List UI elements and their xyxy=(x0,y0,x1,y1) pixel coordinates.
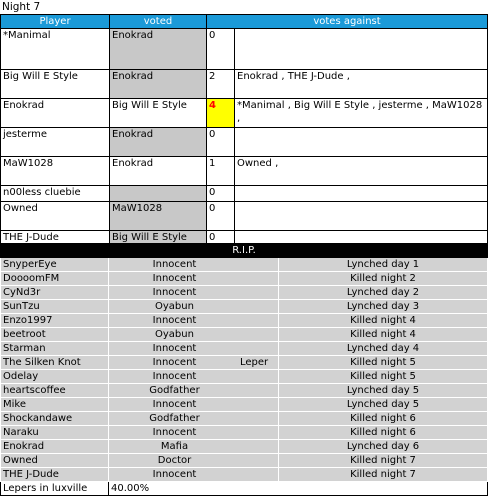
rip-fate: Killed night 6 xyxy=(279,412,488,426)
vote-target: Enokrad xyxy=(110,70,207,99)
vote-target: MaW1028 xyxy=(110,202,207,231)
votes-against-list xyxy=(235,128,488,157)
rip-player-name: Owned xyxy=(1,454,109,468)
rip-player-name: Starman xyxy=(1,342,109,356)
rip-role: Oyabun xyxy=(109,300,279,314)
rip-note: Leper xyxy=(240,357,269,368)
vote-row xyxy=(1,186,488,202)
rip-row xyxy=(1,468,488,482)
rip-role: Innocent xyxy=(152,357,197,368)
rip-fate: Lynched day 3 xyxy=(279,300,488,314)
page-title: Night 7 xyxy=(2,1,41,13)
vote-target: Enokrad xyxy=(110,157,207,186)
vote-count: 0 xyxy=(207,231,235,247)
rip-row xyxy=(1,384,488,398)
rip-fate: Killed night 4 xyxy=(279,314,488,328)
header-voted: voted xyxy=(110,15,207,29)
rip-fate: Killed night 4 xyxy=(279,328,488,342)
rip-fate: Killed night 7 xyxy=(279,468,488,482)
vote-row xyxy=(1,128,488,157)
votes-against-list: Enokrad , THE J-Dude , xyxy=(235,70,488,99)
rip-fate: Lynched day 6 xyxy=(279,440,488,454)
vote-target: Big Will E Style xyxy=(110,99,207,128)
vote-row xyxy=(1,99,488,128)
votes-against-list: *Manimal , Big Will E Style , jesterme , MaW1028 , xyxy=(235,99,488,128)
rip-row xyxy=(1,258,488,272)
rip-player-name: THE J-Dude xyxy=(1,468,109,482)
rip-row xyxy=(1,342,488,356)
rip-role: Innocent xyxy=(109,272,279,286)
rip-player-name: Shockandawe xyxy=(1,412,109,426)
vote-row xyxy=(1,70,488,99)
lepers-percentage: 40.00% xyxy=(109,482,488,496)
rip-player-name: heartscoffee xyxy=(1,384,109,398)
vote-player-name: *Manimal xyxy=(1,29,110,70)
rip-player-name: The Silken Knot xyxy=(1,356,109,370)
rip-header: R.I.P. xyxy=(1,244,488,258)
rip-player-name: Enzo1997 xyxy=(1,314,109,328)
rip-row xyxy=(1,300,488,314)
vote-count: 1 xyxy=(207,157,235,186)
rip-player-name: DoooomFM xyxy=(1,272,109,286)
vote-row xyxy=(1,157,488,186)
rip-role: Godfather xyxy=(109,384,279,398)
rip-role: Doctor xyxy=(109,454,279,468)
rip-player-name: SnyperEye xyxy=(1,258,109,272)
vote-player-name: MaW1028 xyxy=(1,157,110,186)
rip-role: Innocent xyxy=(109,314,279,328)
vote-row xyxy=(1,29,488,70)
rip-role: Innocent xyxy=(109,286,279,300)
rip-role: Innocent xyxy=(109,342,279,356)
vote-count: 0 xyxy=(207,202,235,231)
vote-count: 2 xyxy=(207,70,235,99)
votes-against-list: Owned , xyxy=(235,157,488,186)
rip-role: Mafia xyxy=(109,440,279,454)
rip-fate: Lynched day 2 xyxy=(279,286,488,300)
rip-role: Innocent xyxy=(109,426,279,440)
vote-target: Enokrad xyxy=(110,128,207,157)
rip-header-row xyxy=(1,244,488,258)
vote-count: 0 xyxy=(207,186,235,202)
rip-row xyxy=(1,286,488,300)
vote-player-name: Owned xyxy=(1,202,110,231)
rip-role: Oyabun xyxy=(109,328,279,342)
rip-fate: Killed night 5 xyxy=(279,356,488,370)
vote-player-name: n00less cluebie xyxy=(1,186,110,202)
vote-target xyxy=(110,186,207,202)
votes-against-list xyxy=(235,202,488,231)
vote-player-name: THE J-Dude xyxy=(1,231,110,247)
rip-fate: Lynched day 5 xyxy=(279,384,488,398)
rip-role: Godfather xyxy=(109,412,279,426)
rip-row xyxy=(1,356,488,370)
vote-player-name: Enokrad xyxy=(1,99,110,128)
vote-target: Enokrad xyxy=(110,29,207,70)
rip-player-name: Mike xyxy=(1,398,109,412)
rip-player-name: SunTzu xyxy=(1,300,109,314)
rip-row xyxy=(1,412,488,426)
rip-fate: Lynched day 1 xyxy=(279,258,488,272)
rip-player-name: Naraku xyxy=(1,426,109,440)
vote-count: 0 xyxy=(207,128,235,157)
rip-role: Innocent xyxy=(109,370,279,384)
vote-row xyxy=(1,202,488,231)
lepers-row xyxy=(1,482,488,496)
header-player: Player xyxy=(1,15,110,29)
rip-role: Innocent xyxy=(109,258,279,272)
rip-player-name: beetroot xyxy=(1,328,109,342)
rip-player-name: Odelay xyxy=(1,370,109,384)
rip-role: Innocent xyxy=(109,398,279,412)
rip-row xyxy=(1,370,488,384)
rip-row xyxy=(1,426,488,440)
rip-fate: Killed night 7 xyxy=(279,454,488,468)
rip-fate: Lynched day 4 xyxy=(279,342,488,356)
rip-row xyxy=(1,454,488,468)
rip-player-name: Enokrad xyxy=(1,440,109,454)
rip-fate: Lynched day 5 xyxy=(279,398,488,412)
rip-player-name: CyNd3r xyxy=(1,286,109,300)
vote-player-name: Big Will E Style xyxy=(1,70,110,99)
vote-target: Big Will E Style xyxy=(110,231,207,247)
votes-against-list xyxy=(235,186,488,202)
rip-row xyxy=(1,398,488,412)
rip-row xyxy=(1,314,488,328)
votes-header-row xyxy=(1,15,488,29)
rip-role: Innocent xyxy=(109,468,279,482)
vote-player-name: jesterme xyxy=(1,128,110,157)
rip-table xyxy=(0,243,488,496)
vote-count: 0 xyxy=(207,29,235,70)
header-votes-against: votes against xyxy=(207,15,488,29)
votes-against-list xyxy=(235,29,488,70)
rip-fate: Killed night 6 xyxy=(279,426,488,440)
rip-row xyxy=(1,328,488,342)
rip-role-cell xyxy=(109,356,279,370)
rip-fate: Killed night 2 xyxy=(279,272,488,286)
vote-count: 4 xyxy=(207,99,235,128)
rip-row xyxy=(1,440,488,454)
votes-table xyxy=(0,14,488,247)
rip-fate: Killed night 5 xyxy=(279,370,488,384)
rip-row xyxy=(1,272,488,286)
lepers-label: Lepers in luxville xyxy=(1,482,109,496)
